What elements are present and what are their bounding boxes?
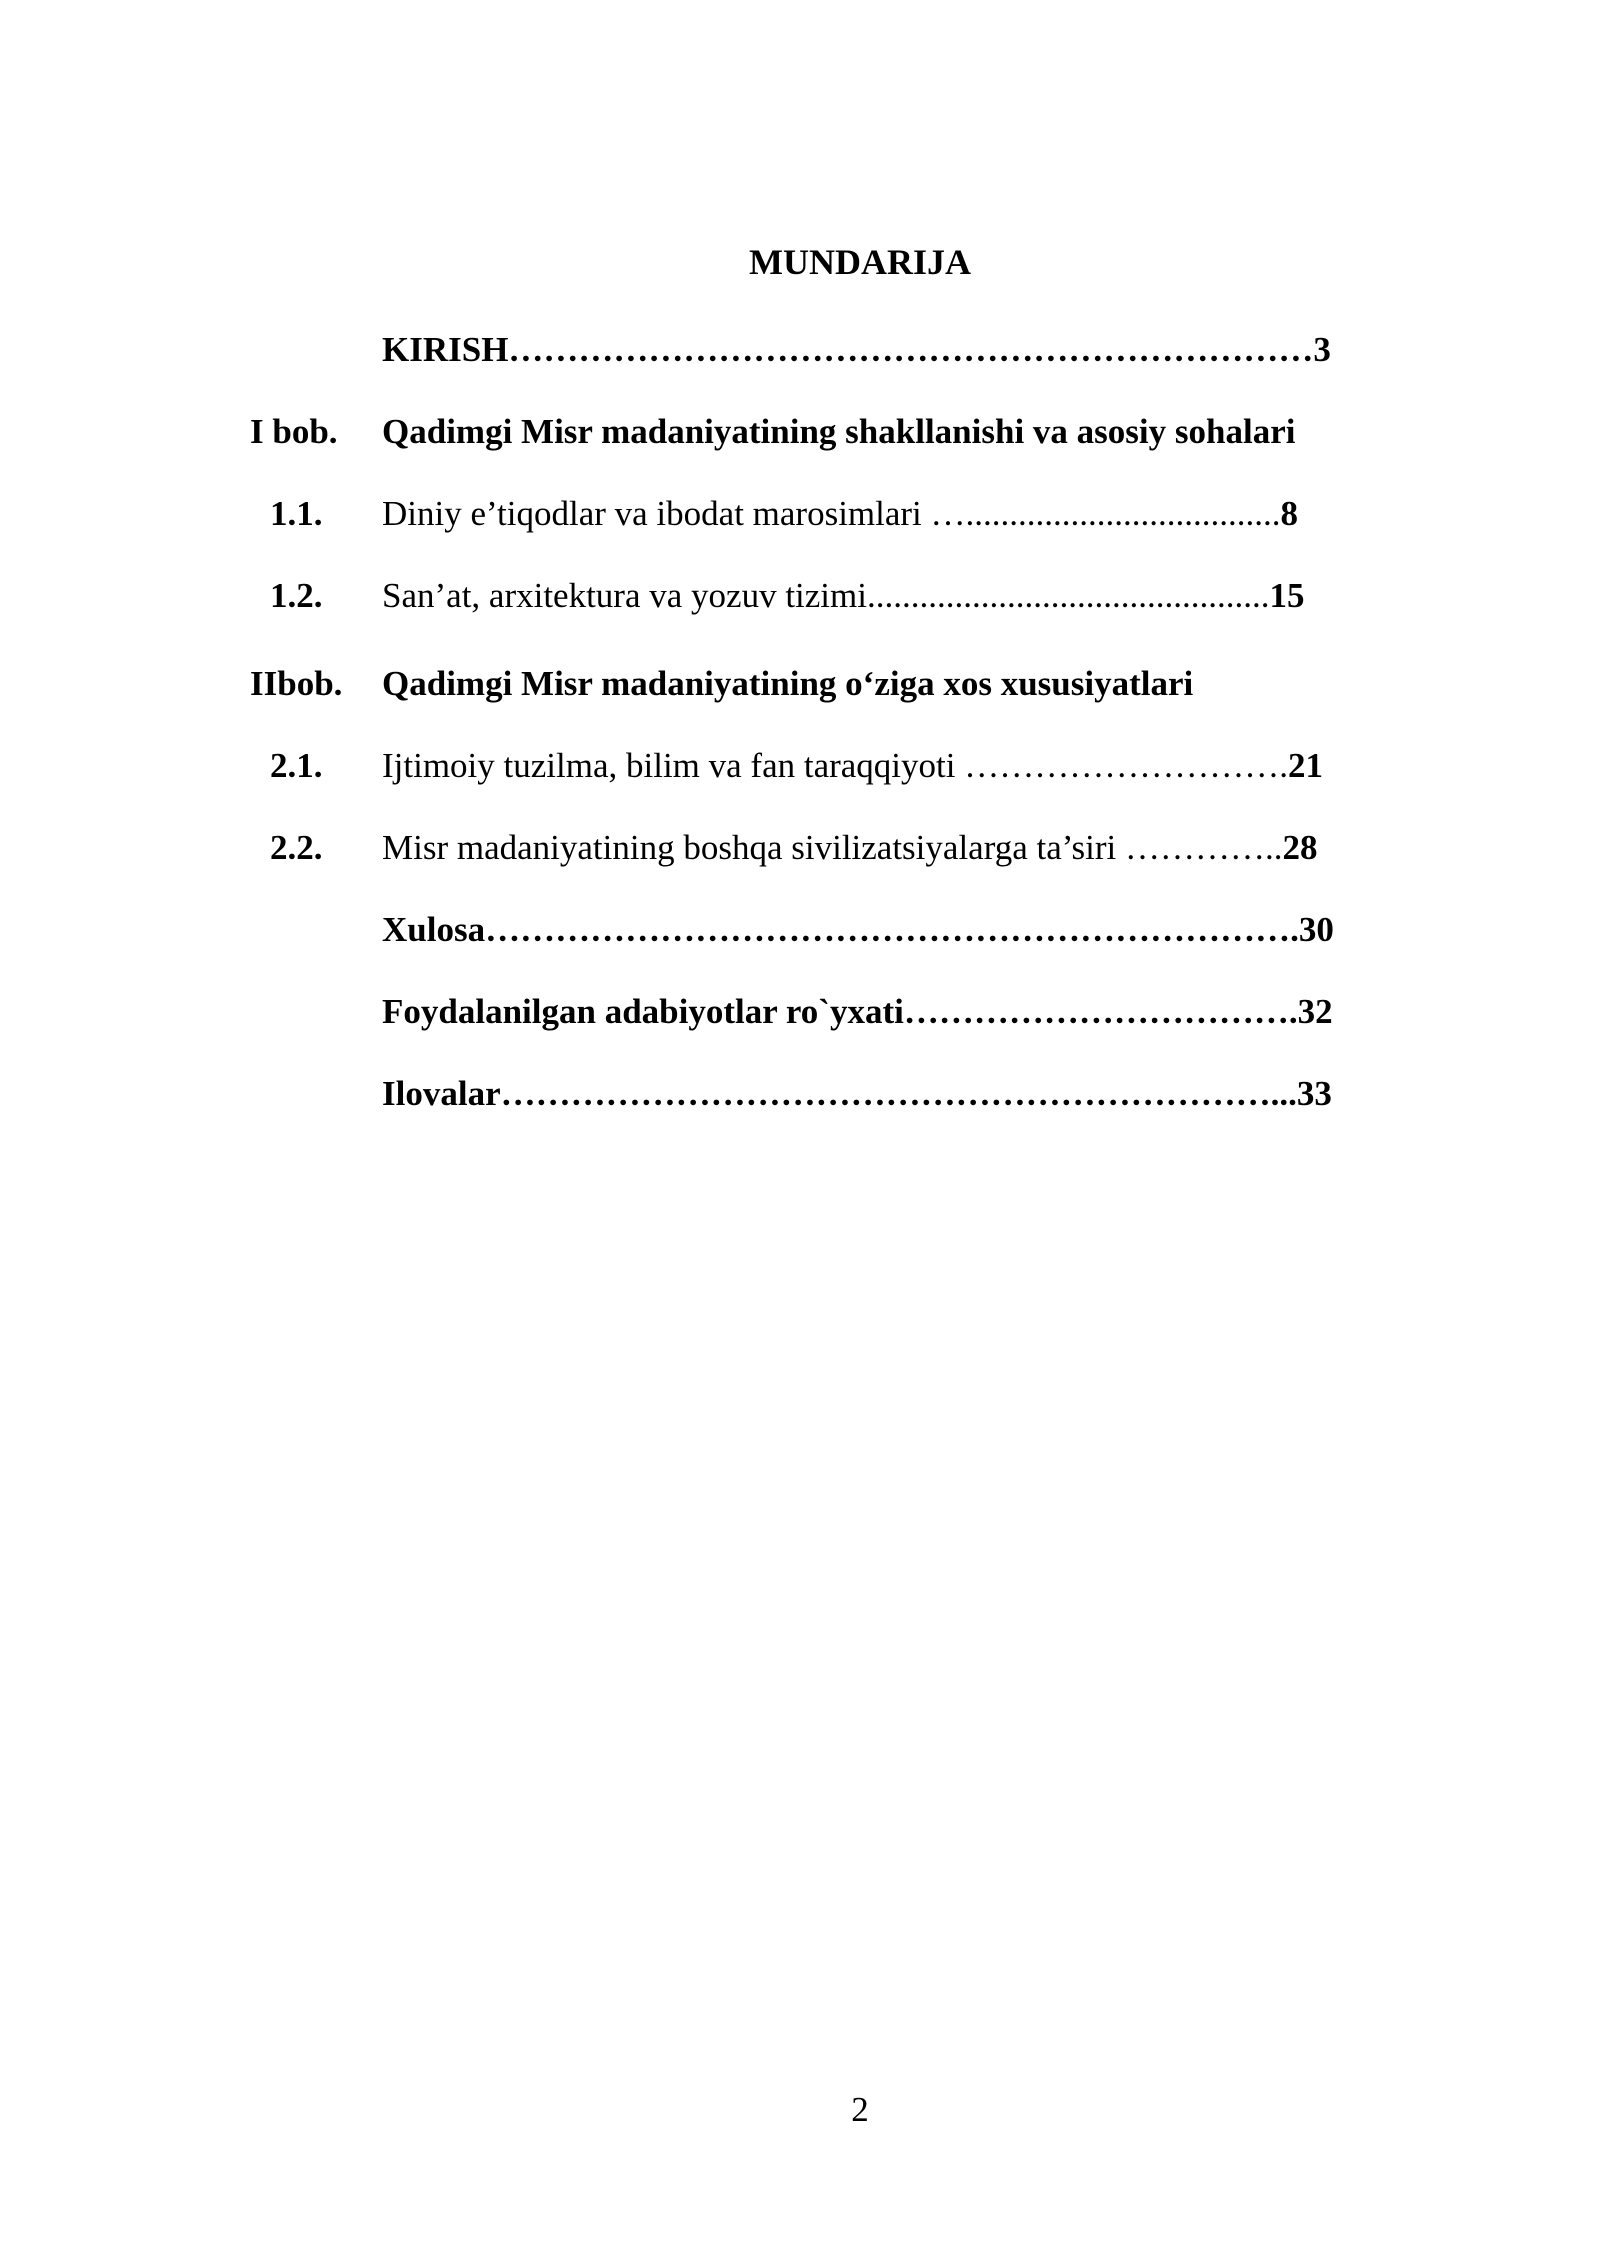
toc-entry-text: Foydalanilgan adabiyotlar ro`yxati…………………………….32 <box>382 992 1333 1031</box>
toc-entry-number: 1.2. <box>270 576 323 615</box>
toc-entry-text-wrap <box>382 826 1317 870</box>
toc-entry-text: Qadimgi Misr madaniyatining o‘ziga xos xususiyatlari <box>382 664 1194 703</box>
toc-entry-text-wrap <box>382 492 1298 536</box>
toc-entry-number: 1.1. <box>270 494 323 533</box>
toc-entry-page: 21 <box>1287 746 1323 785</box>
toc-entry-text: Qadimgi Misr madaniyatining shakllanishi va asosiy sohalari <box>382 412 1296 451</box>
toc-entry-dots: .................................... <box>965 494 1281 533</box>
toc-entry-dots: .............................................. <box>866 576 1270 615</box>
toc-entry-text: Ijtimoiy tuzilma, bilim va fan taraqqiyoti ………………………. <box>382 746 1288 785</box>
toc-entry-number: I bob. <box>250 412 338 451</box>
toc-entry-number: 2.1. <box>270 746 323 785</box>
toc-entry-text: San’at, arxitektura va yozuv tizimi <box>382 576 867 615</box>
toc-entry-number: IIbob. <box>250 664 343 703</box>
page-number: 2 <box>851 2090 869 2129</box>
toc-entry-number: 2.2. <box>270 828 323 867</box>
toc-entry-page: 15 <box>1269 576 1305 615</box>
toc-entry-text-wrap <box>382 574 1304 618</box>
toc-entry-text: Misr madaniyatining boshqa sivilizatsiyalarga ta’siri ………….. <box>382 828 1283 867</box>
toc-entry-page: 28 <box>1282 828 1318 867</box>
toc-entry-text: Ilovalar…………………………………………………………...33 <box>382 1074 1332 1113</box>
page-title: MUNDARIJA <box>749 242 971 282</box>
toc-entry-text-wrap <box>382 744 1323 788</box>
toc-entry-text: Diniy e’tiqodlar va ibodat marosimlari … <box>382 494 966 533</box>
toc-entry-page: 8 <box>1280 494 1299 533</box>
toc-entry-text: KIRISH……………………………………………………………3 <box>382 330 1331 369</box>
toc-entry-text: Xulosa…………………………………………………………….30 <box>382 910 1334 949</box>
